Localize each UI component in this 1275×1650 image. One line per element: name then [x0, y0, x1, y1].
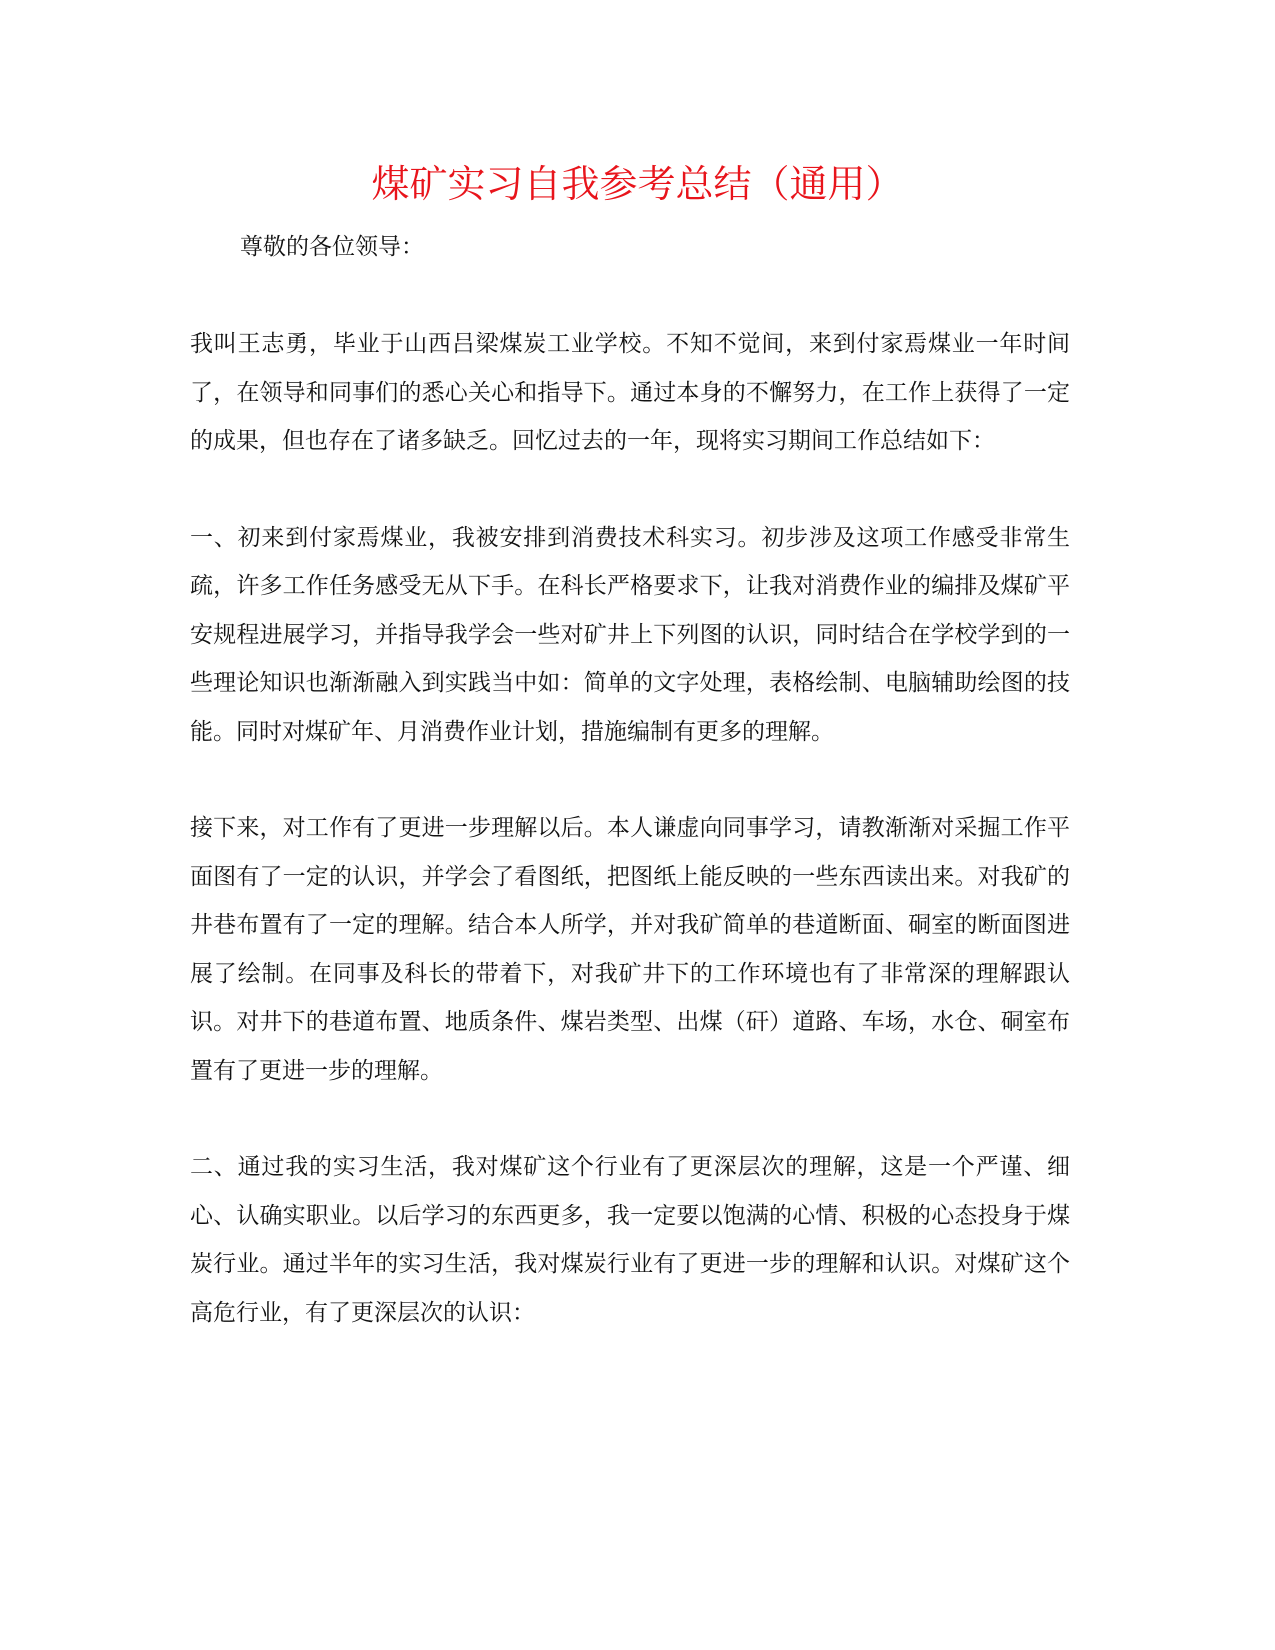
paragraph-intro: 我叫王志勇，毕业于山西吕梁煤炭工业学校。不知不觉间，来到付家焉煤业一年时间了，在领导和同事们的悉心关心和指导下。通过本身的不懈努力，在工作上获得了一定的成果，但也存在了诸多缺乏。回忆过去的一年，现将实习期间工作总结如下： — [190, 331, 1070, 454]
document-title: 煤矿实习自我参考总结（通用） — [371, 162, 904, 206]
paragraph-section-one: 一、初来到付家焉煤业，我被安排到消费技术科实习。初步涉及这项工作感受非常生疏，许多工作任务感受无从下手。在科长严格要求下，让我对消费作业的编排及煤矿平安规程进展学习，并指导我学会一些对矿井上下列图的认识，同时结合在学校学到的一些理论知识也渐渐融入到实践当中如：简单的文字处理，表格绘制、电脑辅助绘图的技能。同时对煤矿年、月消费作业计划，措施编制有更多的理解。 — [190, 524, 1070, 745]
paragraph-section-two: 二、通过我的实习生活，我对煤矿这个行业有了更深层次的理解，这是一个严谨、细心、认确实职业。以后学习的东西更多，我一定要以饱满的心情、积极的心态投身于煤炭行业。通过半年的实习生活，我对煤炭行业有了更进一步的理解和认识。对煤矿这个高危行业，有了更深层次的认识： — [190, 1154, 1070, 1326]
document-body — [190, 230, 1070, 1337]
salutation: 尊敬的各位领导： — [240, 234, 424, 260]
paragraph-next-steps: 接下来，对工作有了更进一步理解以后。本人谦虚向同事学习，请教渐渐对采掘工作平面图有了一定的认识，并学会了看图纸，把图纸上能反映的一些东西读出来。对我矿的井巷布置有了一定的理解。结合本人所学，并对我矿简单的巷道断面、硐室的断面图进展了绘制。在同事及科长的带着下，对我矿井下的工作环境也有了非常深的理解跟认识。对井下的巷道布置、地质条件、煤岩类型、出煤（矸）道路、车场，水仓、硐室布置有了更进一步的理解。 — [190, 815, 1070, 1084]
